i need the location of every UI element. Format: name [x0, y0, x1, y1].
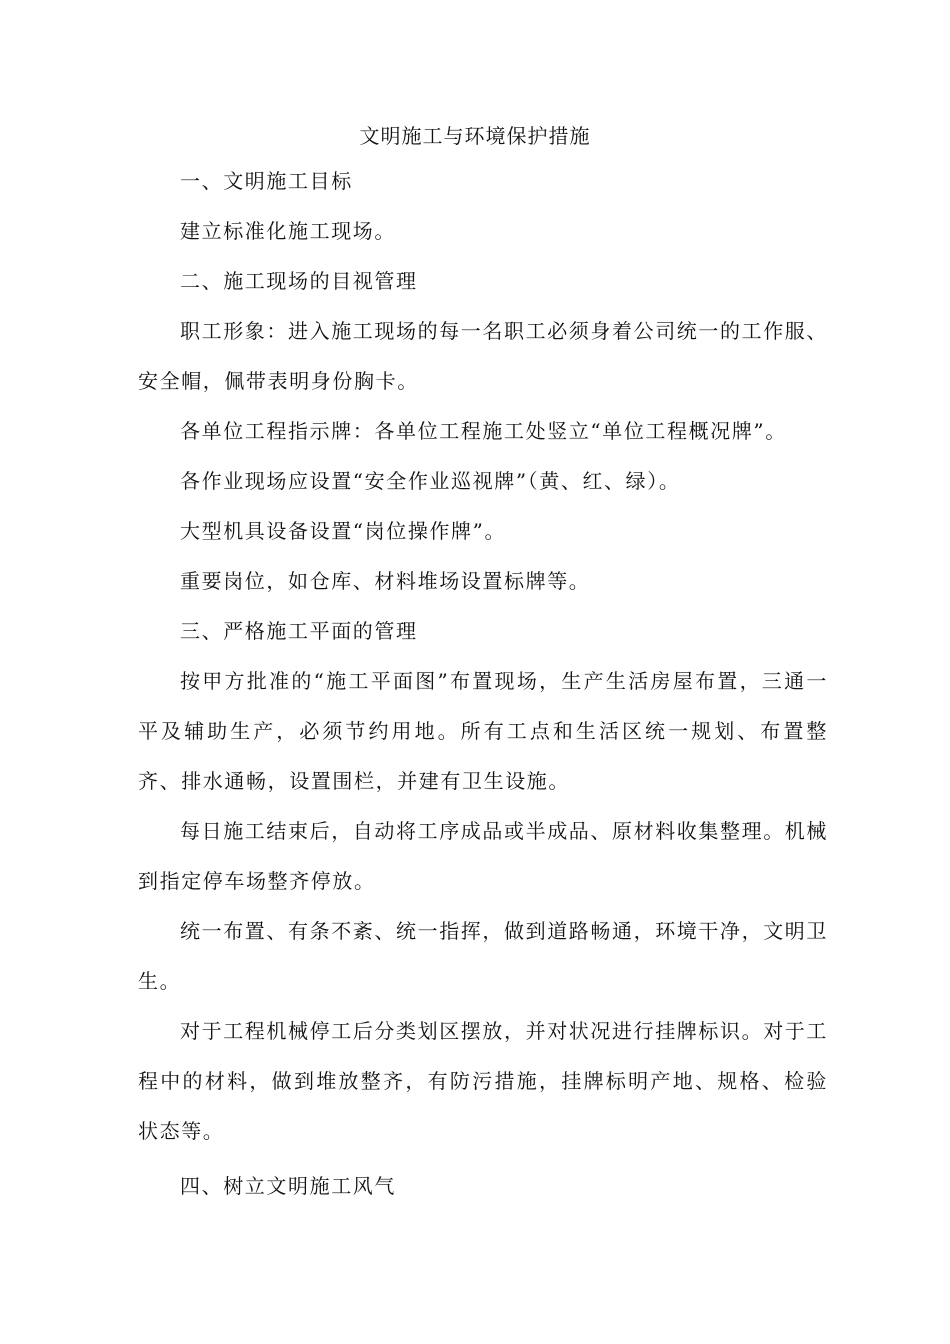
heading-4: 四、树立文明施工风气 — [180, 1174, 396, 1198]
paragraph: 按甲方批准的“施工平面图”布置现场，生产生活房屋布置，三通一平及辅助生产，必须节约用地。所有工点和生活区统一规划、布置整齐、排水通畅，设置围栏，并建有卫生设施。 — [138, 669, 828, 793]
paragraph: 职工形象：进入施工现场的每一名职工必须身着公司统一的工作服、安全帽，佩带表明身份胸卡。 — [138, 319, 828, 393]
paragraph: 各单位工程指示牌：各单位工程施工处竖立“单位工程概况牌”。 — [180, 419, 787, 443]
paragraph: 大型机具设备设置“岗位操作牌”。 — [180, 519, 507, 543]
heading-1: 一、文明施工目标 — [180, 169, 353, 193]
paragraph: 各作业现场应设置“安全作业巡视牌”（黄、红、绿）。 — [180, 469, 681, 493]
paragraph: 每日施工结束后，自动将工序成品或半成品、原材料收集整理。机械到指定停车场整齐停放。 — [138, 819, 828, 893]
paragraph: 重要岗位，如仓库、材料堆场设置标牌等。 — [180, 569, 591, 593]
heading-2: 二、施工现场的目视管理 — [180, 269, 418, 293]
paragraph: 建立标准化施工现场。 — [180, 219, 396, 243]
paragraph: 对于工程机械停工后分类划区摆放，并对状况进行挂牌标识。对于工程中的材料，做到堆放整齐，有防污措施，挂牌标明产地、规格、检验状态等。 — [138, 1019, 828, 1143]
heading-3: 三、严格施工平面的管理 — [180, 619, 418, 643]
document-title: 文明施工与环境保护措施 — [359, 124, 591, 148]
paragraph: 统一布置、有条不紊、统一指挥，做到道路畅通，环境干净，文明卫生。 — [138, 919, 828, 993]
